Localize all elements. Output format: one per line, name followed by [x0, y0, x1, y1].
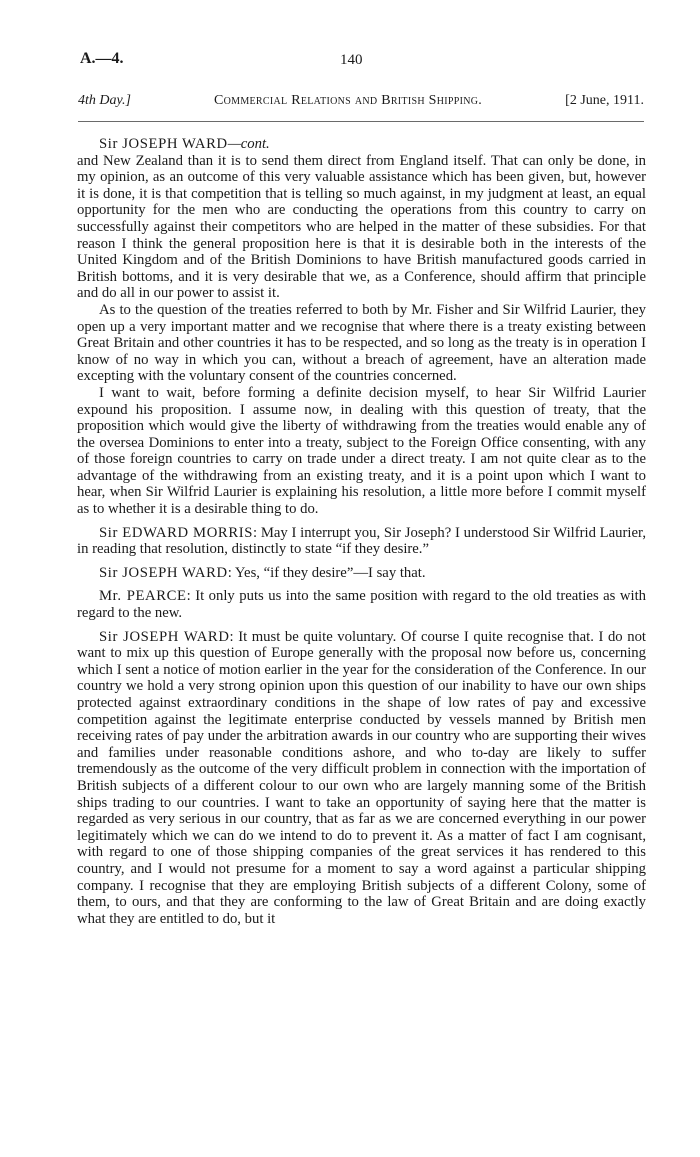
continued-speaker: Sir JOSEPH WARD [99, 136, 228, 152]
speech-paragraph: Sir JOSEPH WARD: It must be quite voluntary. Of course I quite recognise that. I do not want to mix up this question of Europe generally with the proposal now before us, concerning which I sent a notice of motion earlier in the year for the consideration of the Conference. In our country we hold a very strong opinion upon this question of our inability to have our own ships protected against extraordinary conditions in the shape of low rates of pay and excessive competition against the legitimate enterprise conducted by vessels manned by British men receiving rates of pay under the arbitration awards in our country who are supporting their wives and families under reasonable conditions ashore, and who to-day are likely to suffer tremendously as the outcome of the very difficult problem in connection with the importation of British subjects of a different colour to our own who are largely manning some of the British ships trading to our countries. I want to take an opportunity of saying here that the matter is regarded as very serious in our country, that as far as we are concerned everything in our power legitimately which we can do we intend to do to prevent it. As a matter of fact I am cognisant, with regard to one of those shipping companies of the great services it has rendered to this country, and I would not presume for a moment to say a word against a particular shipping company. I recognise that they are employing British subjects of a different Colony, some of them, to ours, and that they are conforming to the law of Great Britain and are doing exactly what they are entitled to do, but it [77, 628, 646, 927]
speech-text: It only puts us into the same position with regard to the old treaties as with regard to the new. [77, 588, 646, 622]
header-rule [78, 121, 644, 122]
speech-text: May I interrupt you, Sir Joseph? I understood Sir Wilfrid Laurier, in reading that resolution, distinctly to state “if they desire.” [77, 524, 646, 558]
running-header-day: 4th Day.] [78, 93, 131, 108]
page-number: 140 [340, 52, 363, 68]
body-text [77, 136, 646, 927]
speech-paragraph: Sir JOSEPH WARD: Yes, “if they desire”—I say that. [99, 564, 426, 581]
continued-marker: —cont. [227, 136, 270, 152]
continued-speaker-line [77, 136, 646, 153]
running-header [78, 93, 644, 109]
speech-text: Yes, “if they desire”—I say that. [234, 564, 426, 581]
speaker-name: Sir JOSEPH WARD [99, 628, 230, 645]
speaker-name: Sir EDWARD MORRIS [99, 524, 253, 541]
speaker-name: Sir JOSEPH WARD [99, 564, 228, 581]
running-header-date: [2 June, 1911. [565, 93, 644, 108]
speaker-name: Mr. PEARCE [99, 588, 187, 605]
speech-text: It must be quite voluntary. Of course I quite recognise that. I do not want to mix up this question of Europe generally with the proposal now before us, concerning which I sent a notice of motion earlier in the year for the consideration of the Conference. In our country we hold a very strong opinion upon this question of our inability to have our own ships protected against extraordinary conditions in the shape of low rates of pay and excessive competition against the legitimate enterprise conducted by vessels manned by British men receiving rates of pay under the arbitration awards in our country who are supporting their wives and families under reasonable conditions ashore, and who to-day are likely to suffer tremendously as the outcome of the very difficult problem in connection with the importation of British subjects of a different colour to our own who are largely manning some of the British ships trading to our countries. I want to take an opportunity of saying here that the matter is regarded as very serious in our country, that as far as we are concerned everything in our power legitimately which we can do we intend to do to prevent it. As a matter of fact I am cognisant, with regard to one of those shipping companies of the great services it has rendered to this country, and I would not presume for a moment to say a word against a particular shipping company. I recognise that they are employing British subjects of a different Colony, some of them, to ours, and that they are conforming to the law of Great Britain and are doing exactly what they are entitled to do, but it [77, 628, 646, 927]
paragraph: and New Zealand than it is to send them direct from England itself. That can only be done, in my opinion, as an outcome of this very valuable assistance which has been given, but, however it is done, it is that competition that is telling so much against, in my judgment at least, an equal opportunity for the men who are conducting the operations from this country to carry on successfully against their competitors who are helped in the matter of these subsidies. For that reason I think the general proposition here is that it is desirable both in the interests of the United Kingdom and of the British Dominions to have British manufactured goods carried in British bottoms, and it is very desirable that we, as a Conference, should affirm that principle and do all in our power to assist it. [77, 152, 646, 302]
speech-paragraph: Sir EDWARD MORRIS: May I interrupt you, Sir Joseph? I understood Sir Wilfrid Laurier, in reading that resolution, distinctly to state “if they desire.” [77, 524, 646, 558]
paragraph: I want to wait, before forming a definite decision myself, to hear Sir Wilfrid Laurier expound his proposition. I assume now, in dealing with this question of treaty, that the proposition which would give the liberty of withdrawing from the treaties would enable any of the oversea Dominions to enter into a treaty, subject to the Foreign Office consenting, with any of those foreign countries to carry on trade under a direct treaty. I am not quite clear as to the advantage of the withdrawing from an existing treaty, and it is a point upon which I want to hear, when Sir Wilfrid Laurier is explaining his resolution, a little more before I commit myself as to whether it is a desirable thing to do. [77, 384, 646, 518]
paragraph: As to the question of the treaties referred to both by Mr. Fisher and Sir Wilfrid Laurier, they open up a very important matter and we recognise that where there is a treaty existing between Great Britain and other countries it has to be respected, and so long as the treaty is in operation I know of no way in which you can, without a breach of agreement, have an alteration made excepting with the voluntary consent of the countries concerned. [77, 301, 646, 385]
speech-paragraph: Mr. PEARCE: It only puts us into the same position with regard to the old treaties as with regard to the new. [77, 588, 646, 622]
paper-number: A.—4. [80, 50, 124, 67]
running-header-subject: Commercial Relations and British Shipping. [213, 93, 483, 108]
